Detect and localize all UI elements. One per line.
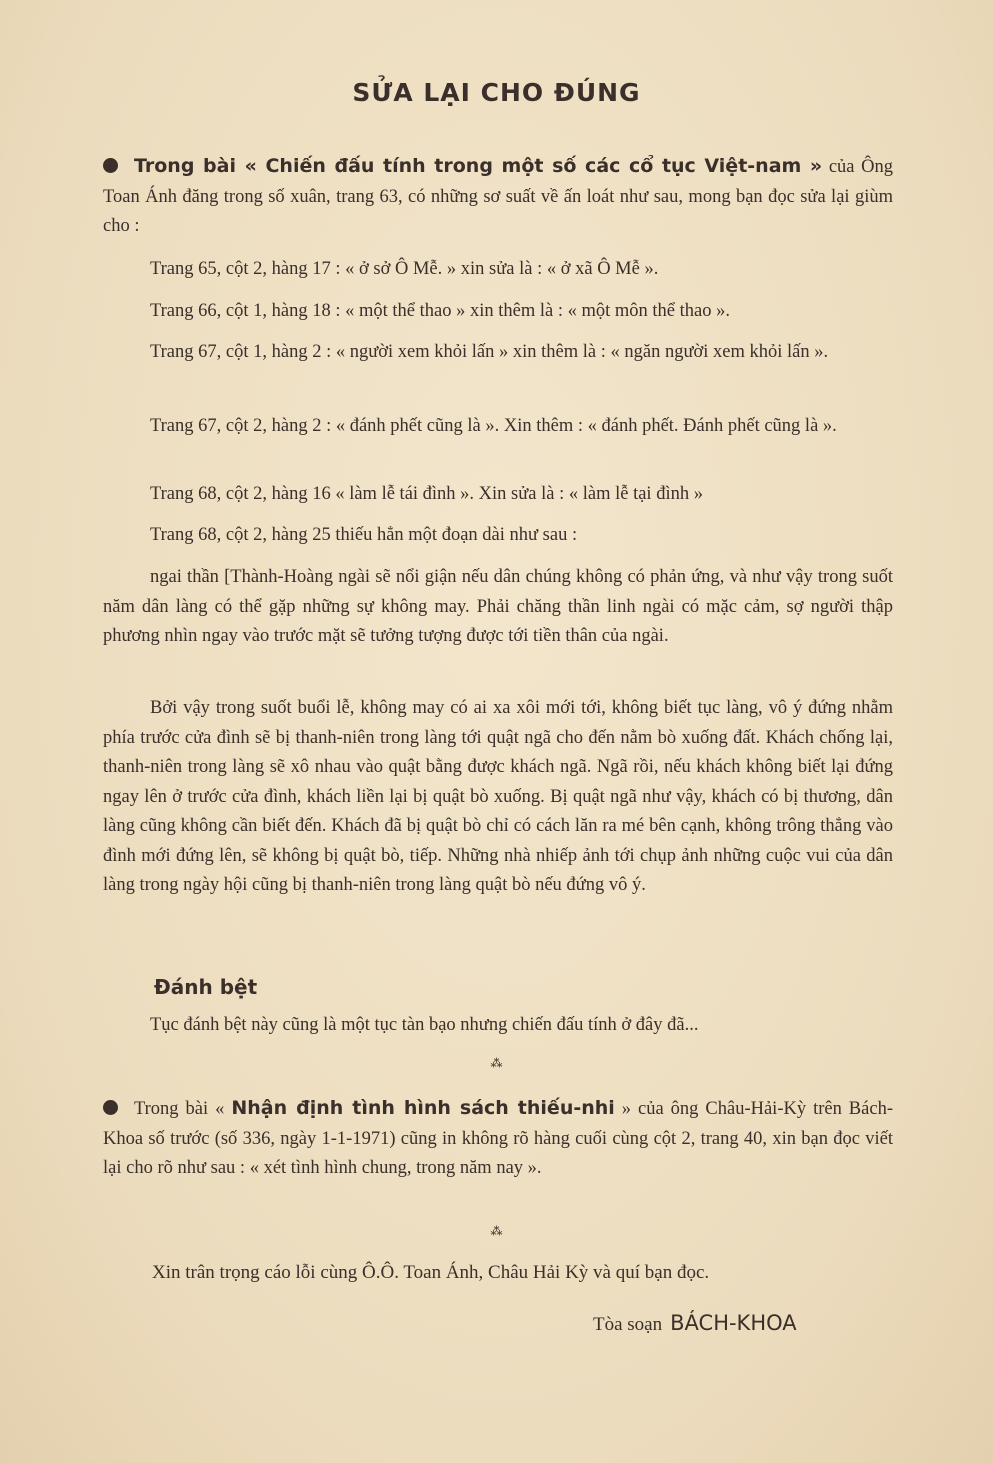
item1-intro: [103, 152, 893, 242]
item2-article-title: Nhận định tình hình sách thiếu-nhi: [231, 1097, 615, 1119]
item1-suffix: »: [801, 155, 823, 177]
signature-office: BÁCH-KHOA: [670, 1311, 797, 1335]
signature: [593, 1311, 797, 1336]
bullet-icon: [103, 1100, 118, 1115]
item1-prefix: Trong bài «: [134, 155, 266, 177]
item2-prefix: Trong bài «: [134, 1099, 232, 1119]
correction-line: Trang 68, cột 2, hàng 25 thiếu hẳn một đoạn dài như sau :: [150, 525, 578, 545]
correction-line: Trang 67, cột 2, hàng 2 : « đánh phết cũng là ». Xin thêm : « đánh phết. Đánh phết cũng là ».: [150, 416, 837, 436]
bullet-icon: [103, 158, 118, 173]
signature-label: Tòa soạn: [593, 1314, 663, 1335]
closing-apology: Xin trân trọng cáo lỗi cùng Ô.Ô. Toan Ánh, Châu Hải Kỳ và quí bạn đọc.: [152, 1262, 710, 1283]
correction-line: Trang 66, cột 1, hàng 18 : « một thể thao » xin thêm là : « một môn thể thao ».: [150, 301, 730, 321]
subheading-text: Tục đánh bệt này cũng là một tục tàn bạo nhưng chiến đấu tính ở đây đã...: [150, 1015, 699, 1035]
quoted-paragraph: Bởi vậy trong suốt buổi lễ, không may có ai xa xôi mới tới, không biết tục làng, vô ý đứng nhằm phía trước cửa đình sẽ bị thanh-niên trong làng tới quật ngã cho đến nằm bò xuống đất. Khách chống lại, thanh-niên trong làng sẽ xô nhau vào quật bằng được khách ngã. Ngã rồi, nếu khách không biết lại đứng ngay lên ở trước cửa đình, khách liền lại bị quật bò xuống. Bị quật ngã như vậy, khách có bị thương, dân làng cũng không cần biết đến. Khách đã bị quật bò chỉ có cách lăn ra mé bên cạnh, không trông thẳng vào đình mới đứng lên, sẽ không bị quật bò, tiếp. Những nhà nhiếp ảnh tới chụp ảnh những cuộc vui của dân làng trong ngày hội cũng bị thanh-niên trong làng quật bò nếu đứng vô ý.: [103, 698, 893, 895]
item1-article-title: Chiến đấu tính trong một số các cổ tục Việt-nam: [265, 155, 802, 177]
correction-line: Trang 67, cột 1, hàng 2 : « người xem khỏi lấn » xin thêm là : « ngăn người xem khỏi lấn ».: [150, 342, 829, 362]
item1-intro-text: của Ông Toan Ánh đăng trong số xuân, trang 63, có những sơ suất về ấn loát như sau, mong bạn đọc sửa lại giùm cho :: [103, 157, 893, 236]
correction-line: Trang 65, cột 2, hàng 17 : « ở sở Ô Mễ. » xin sửa là : « ở xã Ô Mễ ».: [150, 259, 659, 279]
page-title: SỬA LẠI CHO ĐÚNG: [352, 78, 641, 107]
quoted-paragraph: ngai thần [Thành-Hoàng ngài sẽ nổi giận nếu dân chúng không có phản ứng, và như vậy trong suốt năm dân làng có thể gặp những sự không may. Phải chăng thần linh ngài có mặc cảm, sợ người thập phương nhìn ngay vào trước mặt sẽ tưởng tượng được tới tiền thân của ngài.: [103, 567, 893, 646]
item2-paragraph: [103, 1094, 893, 1184]
item2-suffix: »: [614, 1099, 632, 1119]
subheading: Đánh bệt: [154, 975, 258, 999]
separator-stars: ⁂: [490, 1056, 503, 1070]
item2-text: của ông Châu-Hải-Kỳ trên Bách-Khoa số trước (số 336, ngày 1-1-1971) cũng in không rõ hàng cuối cùng cột 2, trang 40, xin bạn đọc viết lại cho rõ như sau : « xét tình hình chung, trong năm nay ».: [103, 1099, 893, 1178]
correction-line: Trang 68, cột 2, hàng 16 « làm lễ tái đình ». Xin sửa là : « làm lễ tại đình »: [150, 484, 703, 504]
separator-stars: ⁂: [490, 1224, 503, 1238]
